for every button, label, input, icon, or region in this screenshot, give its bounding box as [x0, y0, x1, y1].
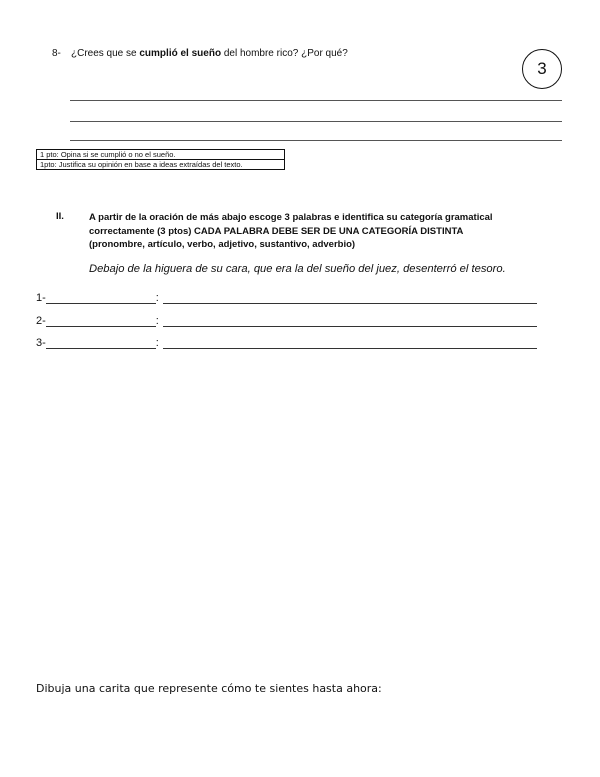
question-8-text: [71, 48, 348, 59]
word-row-2: [36, 315, 537, 327]
row-separator: :: [155, 315, 159, 327]
word-blank[interactable]: [46, 315, 156, 327]
question-8-number: 8-: [52, 48, 61, 59]
word-row-1: [36, 292, 537, 304]
section-2-instructions-line-2: correctamente (3 ptos) CADA PALABRA DEBE SER DE UNA CATEGORÍA DISTINTA: [89, 225, 464, 237]
category-blank[interactable]: [163, 337, 537, 349]
answer-line-1[interactable]: [70, 100, 562, 101]
category-blank[interactable]: [163, 315, 537, 327]
category-blank[interactable]: [163, 292, 537, 304]
word-row-label: 1-: [36, 292, 46, 304]
word-row-label: 2-: [36, 315, 46, 327]
section-2-instructions-line-3: (pronombre, artículo, verbo, adjetivo, sustantivo, adverbio): [89, 239, 356, 250]
row-separator: :: [155, 337, 159, 349]
example-sentence: Debajo de la higuera de su cara, que era la del sueño del juez, desenterró el tesoro.: [89, 263, 506, 275]
word-blank[interactable]: [46, 337, 156, 349]
row-separator: :: [155, 292, 159, 304]
section-2-instructions: [89, 211, 559, 252]
rubric-item-2: 1pto: Justifica su opinión en base a ideas extraídas del texto.: [37, 160, 285, 170]
question-8-text-start: ¿Crees que se: [71, 48, 140, 59]
section-2-instructions-line-1: A partir de la oración de más abajo escoge 3 palabras e identifica su categoría gramatical: [89, 212, 493, 223]
score-badge: [522, 49, 562, 89]
word-row-3: [36, 337, 537, 349]
answer-line-3[interactable]: [70, 140, 562, 141]
word-blank[interactable]: [46, 292, 156, 304]
draw-face-prompt: Dibuja una carita que represente cómo te sientes hasta ahora:: [36, 682, 382, 695]
rubric-row: [37, 150, 285, 160]
section-2-number: II.: [56, 211, 64, 222]
question-8-text-end: del hombre rico? ¿Por qué?: [221, 48, 348, 59]
answer-line-2[interactable]: [70, 121, 562, 122]
word-row-label: 3-: [36, 337, 46, 349]
rubric-item-1: 1 pto: Opina si se cumplió o no el sueño.: [37, 150, 285, 160]
question-8-text-bold: cumplió el sueño: [139, 48, 222, 59]
score-badge-value: 3: [537, 59, 547, 78]
rubric-row: [37, 160, 285, 170]
rubric-table: [36, 149, 285, 170]
